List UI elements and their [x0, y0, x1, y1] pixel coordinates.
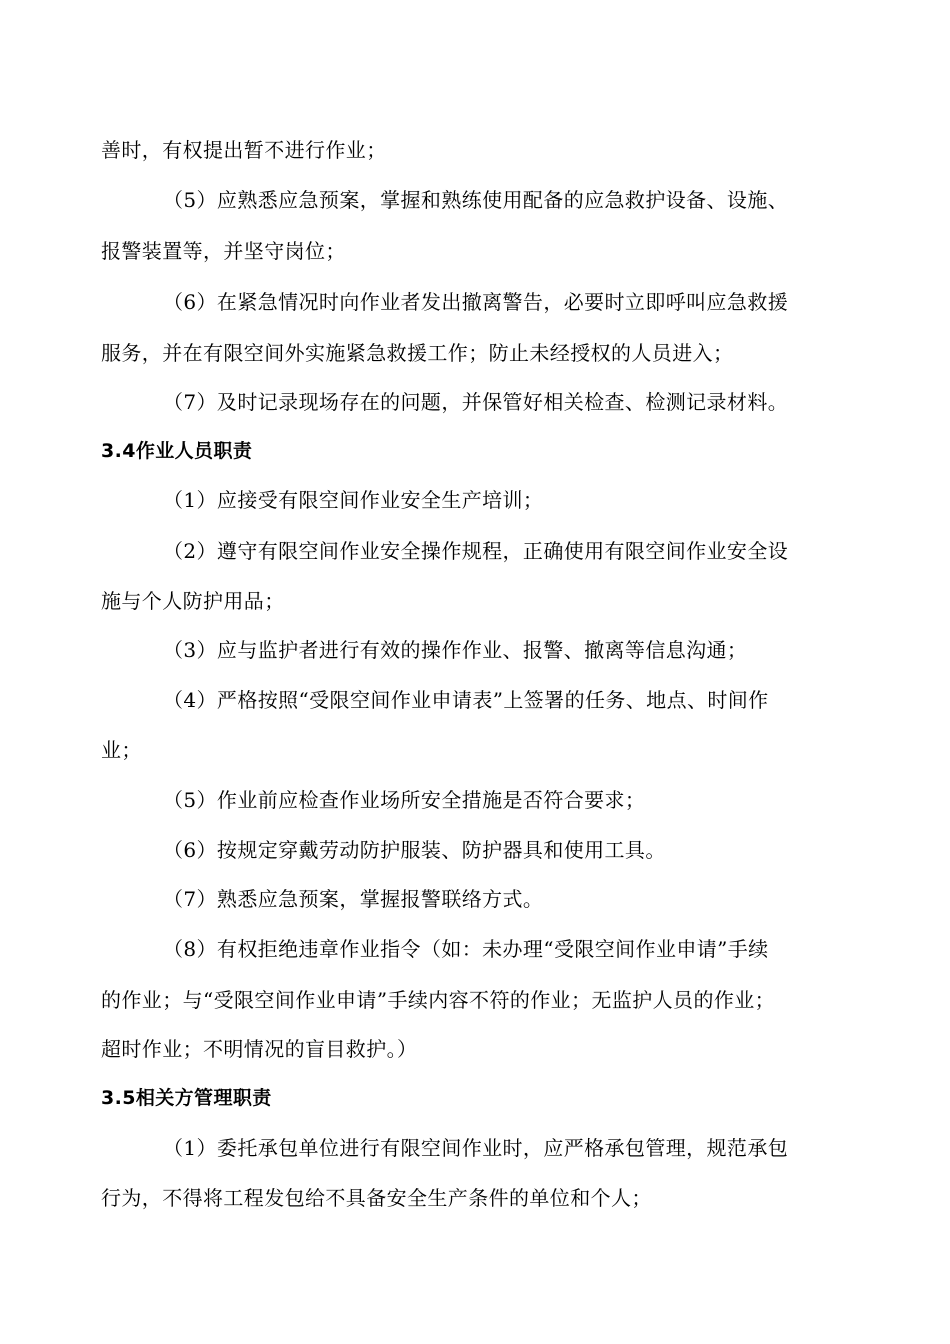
paragraph-line: 施与个人防护用品；: [101, 589, 285, 613]
paragraph-line: （7）熟悉应急预案，掌握报警联络方式。: [163, 887, 544, 911]
paragraph-line: （1）委托承包单位进行有限空间作业时，应严格承包管理，规范承包: [163, 1136, 789, 1160]
paragraph-line: 行为，不得将工程发包给不具备安全生产条件的单位和个人；: [101, 1186, 652, 1210]
section-heading: 3.5相关方管理职责: [101, 1087, 272, 1109]
paragraph-line: （6）按规定穿戴劳动防护服装、防护器具和使用工具。: [163, 838, 666, 862]
paragraph-line: （7）及时记录现场存在的问题，并保管好相关检查、检测记录材料。: [163, 390, 789, 414]
paragraph-line: （5）应熟悉应急预案，掌握和熟练使用配备的应急救护设备、设施、: [163, 188, 789, 212]
paragraph-line: （6）在紧急情况时向作业者发出撤离警告，必要时立即呼叫应急救援: [163, 290, 789, 314]
paragraph-line: （4）严格按照“受限空间作业申请表”上签署的任务、地点、时间作: [163, 688, 769, 712]
paragraph-line: 善时，有权提出暂不进行作业；: [101, 138, 387, 162]
paragraph-line: （3）应与监护者进行有效的操作作业、报警、撤离等信息沟通；: [163, 638, 748, 662]
section-heading: 3.4作业人员职责: [101, 440, 253, 462]
paragraph-line: 超时作业；不明情况的盲目救护。）: [101, 1037, 418, 1061]
paragraph-line: （1）应接受有限空间作业安全生产培训；: [163, 488, 544, 512]
paragraph-line: 业；: [101, 738, 142, 762]
paragraph-line: （2）遵守有限空间作业安全操作规程，正确使用有限空间作业安全设: [163, 539, 789, 563]
paragraph-line: （8）有权拒绝违章作业指令（如：未办理“受限空间作业申请”手续: [163, 937, 769, 961]
paragraph-line: 服务，并在有限空间外实施紧急救援工作；防止未经授权的人员进入；: [101, 341, 734, 365]
paragraph-line: （5）作业前应检查作业场所安全措施是否符合要求；: [163, 788, 646, 812]
paragraph-line: 的作业；与“受限空间作业申请”手续内容不符的作业；无监护人员的作业；: [101, 988, 776, 1012]
paragraph-line: 报警装置等，并坚守岗位；: [101, 239, 346, 263]
